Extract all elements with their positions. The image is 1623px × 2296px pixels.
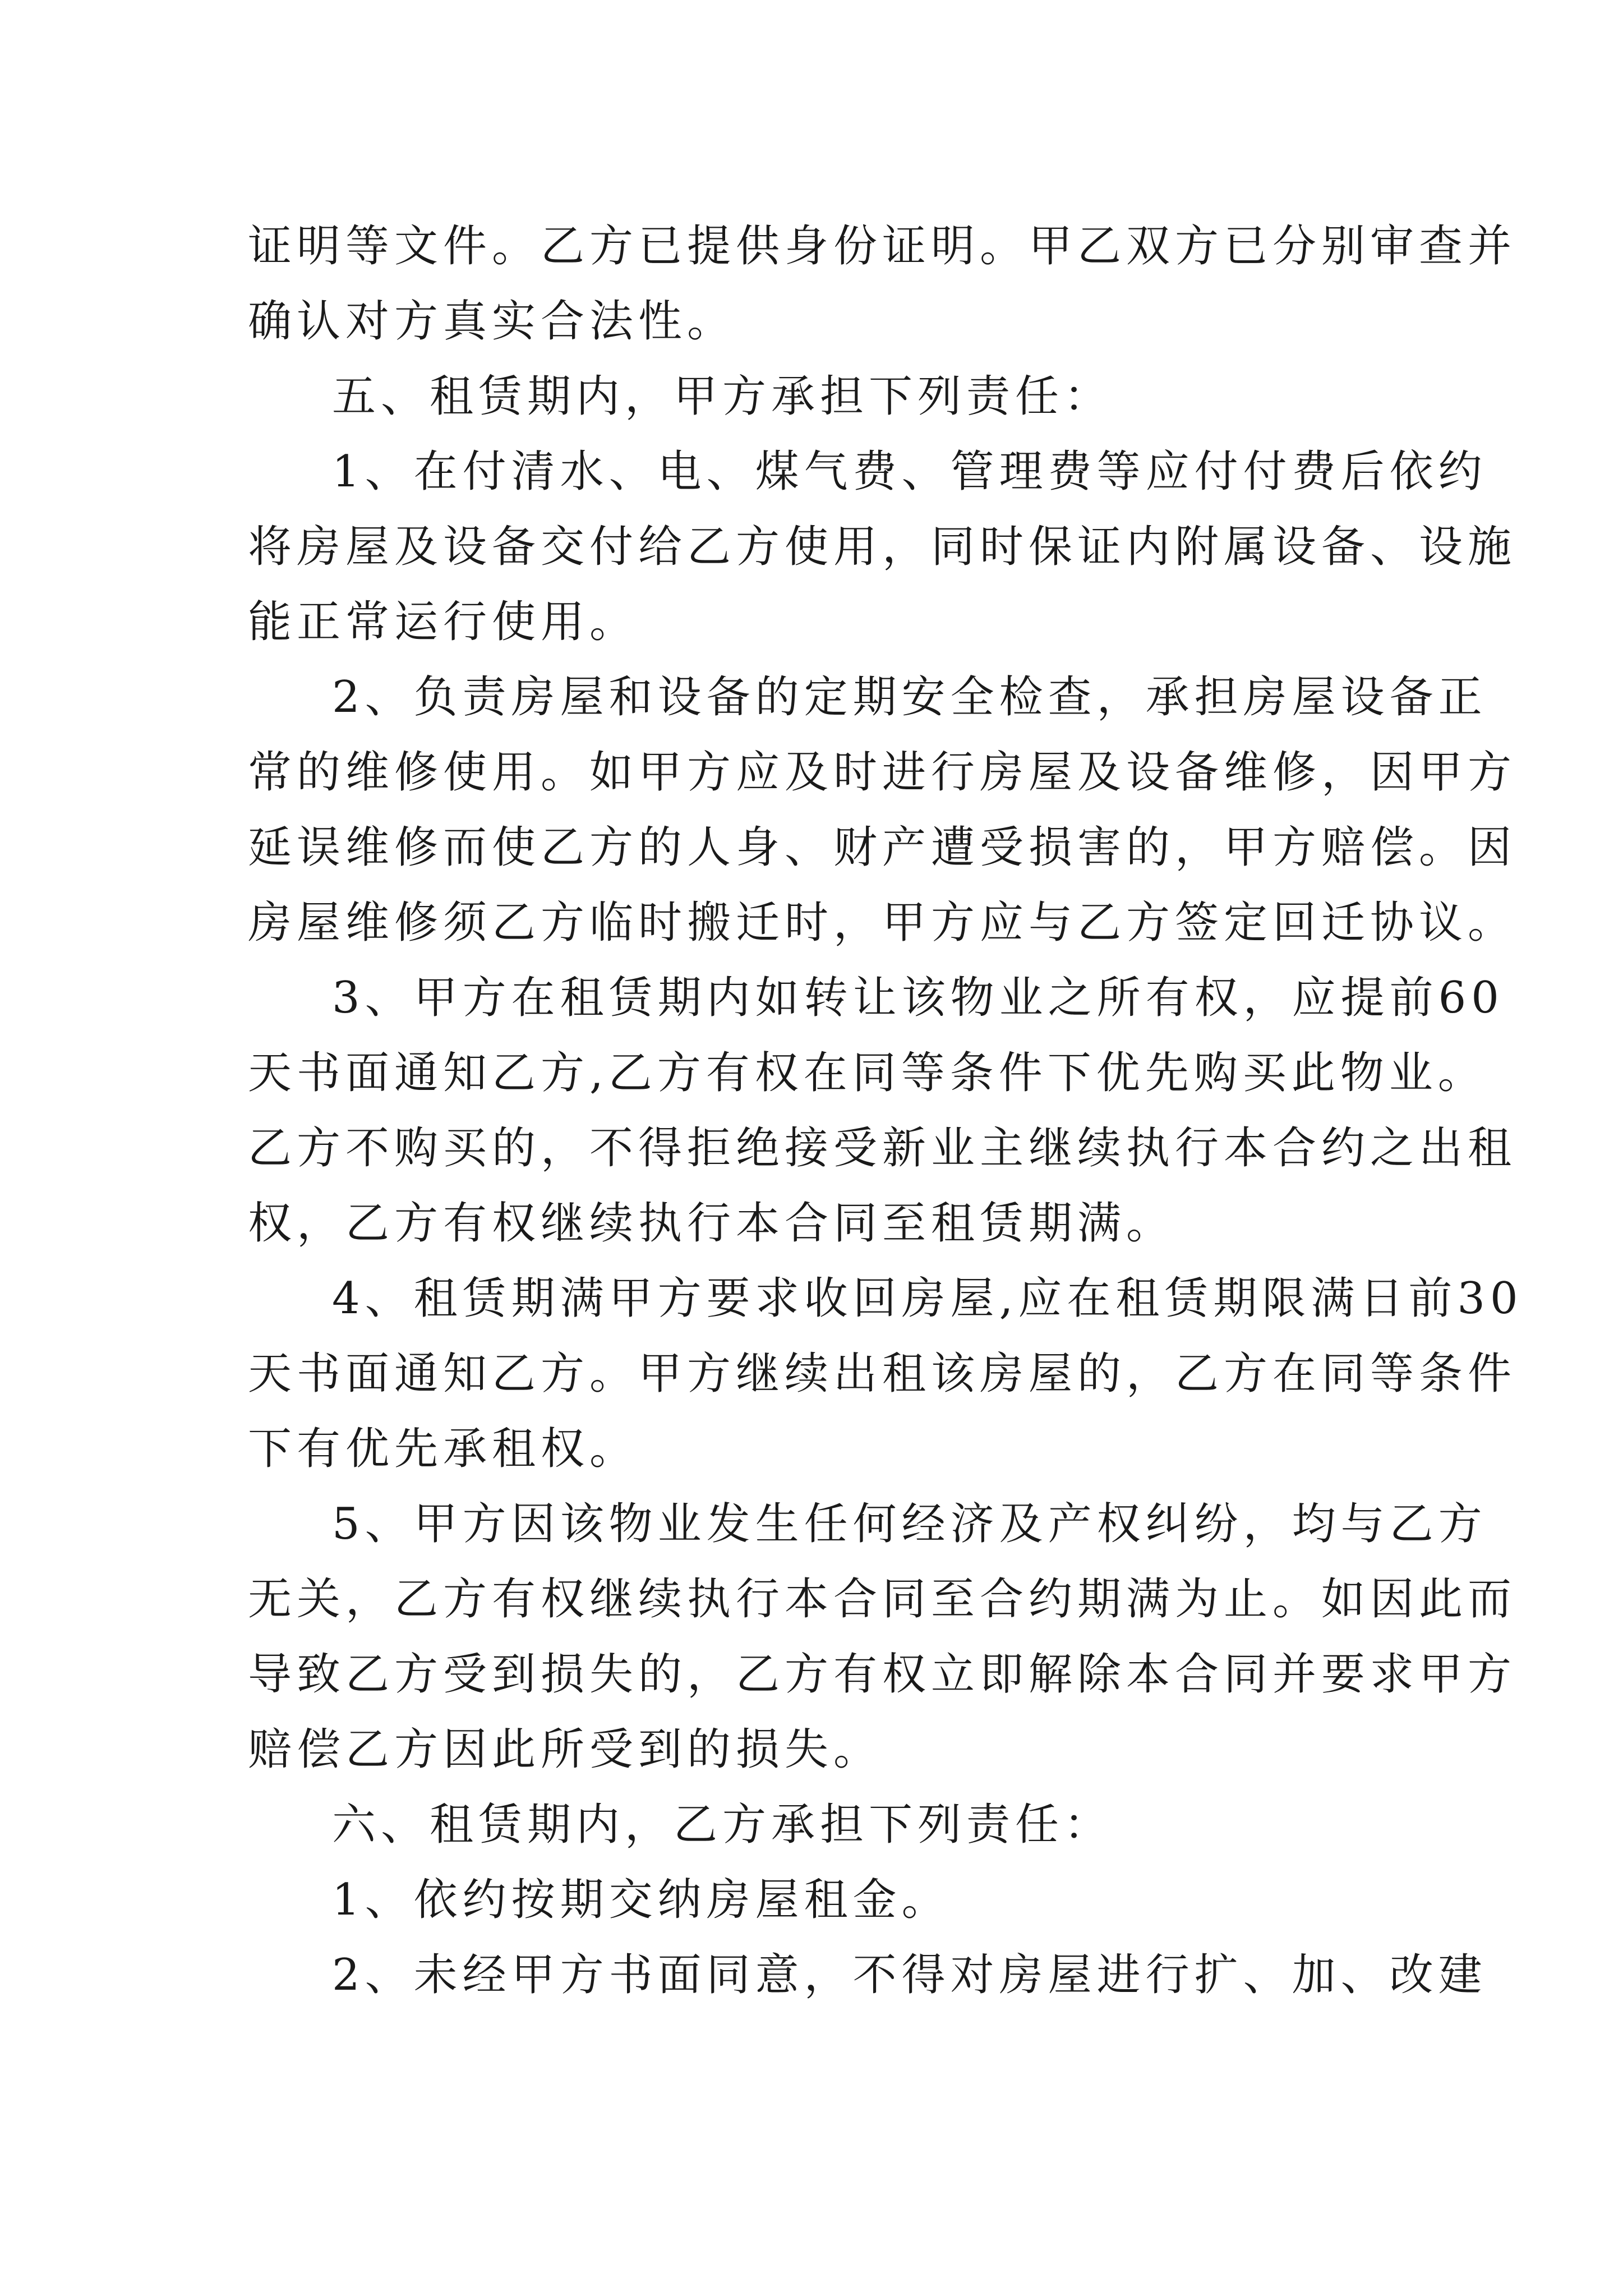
- text-line: 无关，乙方有权继续执行本合同至合约期满为止。如因此而: [248, 1574, 1517, 1625]
- contract-text-body: [248, 209, 1523, 2013]
- text-line: 能正常运行使用。: [248, 597, 639, 647]
- text-line: 房屋维修须乙方临时搬迁时，甲方应与乙方签定回迁协议。: [248, 898, 1517, 948]
- text-line: 赔偿乙方因此所受到的损失。: [248, 1724, 883, 1775]
- text-line: 乙方不购买的，不得拒绝接受新业主继续执行本合约之出租: [248, 1123, 1517, 1174]
- text-line: 3、甲方在租赁期内如转让该物业之所有权，应提前60: [332, 973, 1504, 1023]
- text-line: 4、租赁期满甲方要求收回房屋,应在租赁期限满日前30: [332, 1273, 1523, 1324]
- text-line: 1、在付清水、电、煤气费、管理费等应付付费后依约: [332, 447, 1487, 497]
- text-line: 导致乙方受到损失的，乙方有权立即解除本合同并要求甲方: [248, 1649, 1517, 1700]
- text-line: 2、未经甲方书面同意，不得对房屋进行扩、加、改建: [332, 1950, 1487, 2000]
- text-line: 六、租赁期内，乙方承担下列责任：: [332, 1800, 1113, 1850]
- text-line: 天书面通知乙方。甲方继续出租该房屋的，乙方在同等条件: [248, 1349, 1517, 1399]
- text-line: 权，乙方有权继续执行本合同至租赁期满。: [248, 1198, 1175, 1249]
- text-line: 延误维修而使乙方的人身、财产遭受损害的，甲方赔偿。因: [248, 822, 1517, 873]
- text-line: 5、甲方因该物业发生任何经济及产权纠纷，均与乙方: [332, 1499, 1487, 1549]
- text-line: 1、依约按期交纳房屋租金。: [332, 1875, 951, 1925]
- text-line: 证明等文件。乙方已提供身份证明。甲乙双方已分别审查并: [248, 221, 1517, 272]
- text-line: 五、租赁期内，甲方承担下列责任：: [332, 371, 1113, 422]
- text-line: 将房屋及设备交付给乙方使用，同时保证内附属设备、设施: [248, 522, 1517, 572]
- text-line: 常的维修使用。如甲方应及时进行房屋及设备维修，因甲方: [248, 747, 1517, 798]
- text-line: 2、负责房屋和设备的定期安全检查，承担房屋设备正: [332, 672, 1487, 723]
- text-line: 天书面通知乙方,乙方有权在同等条件下优先购买此物业。: [248, 1048, 1487, 1098]
- text-line: 确认对方真实合法性。: [248, 296, 736, 347]
- text-line: 下有优先承租权。: [248, 1424, 639, 1474]
